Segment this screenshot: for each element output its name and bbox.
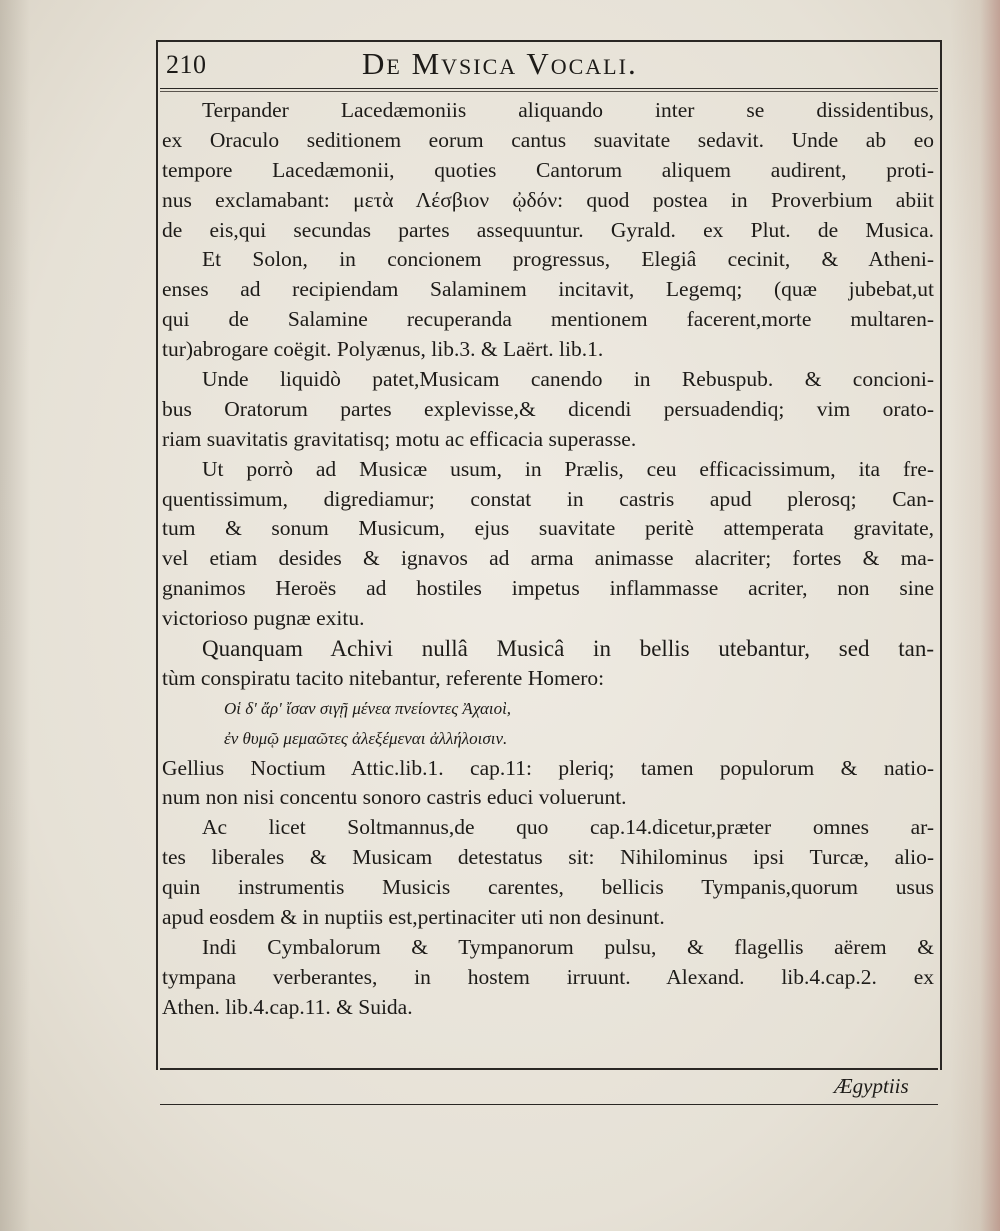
text-line: nus exclamabant: μετὰ Λέσβιον ᾠδόν: quod postea in Proverbium abiit bbox=[162, 187, 934, 212]
text-line: apud eosdem & in nuptiis est,pertinaciter uti non desinunt. bbox=[162, 905, 665, 930]
text-line: tympana verberantes, in hostem irruunt. Alexand. lib.4.cap.2. ex bbox=[162, 964, 934, 989]
header-rule bbox=[160, 88, 938, 89]
frame-left-rule bbox=[156, 40, 158, 1070]
text-line: quentissimum, digrediamur; constat in castris apud plerosq; Can- bbox=[162, 486, 934, 511]
text-line: gnanimos Heroës ad hostiles impetus inflammasse acriter, non sine bbox=[162, 576, 934, 601]
footer-rule-lower bbox=[160, 1104, 938, 1105]
text-line: tempore Lacedæmonii, quoties Cantorum aliquem audirent, proti- bbox=[162, 157, 934, 182]
text-line: bus Oratorum partes explevisse,& dicendi persuadendiq; vim orato- bbox=[162, 396, 934, 421]
text-line: tùm conspiratu tacito nitebantur, referente Homero: bbox=[162, 665, 605, 690]
page-number: 210 bbox=[166, 50, 207, 79]
text-line: enses ad recipiendam Salaminem incitavit, Legemq; (quæ jubebat,ut bbox=[162, 277, 934, 302]
text-line: Et Solon, in concionem progressus, Elegiâ cecinit, & Atheni- bbox=[202, 247, 934, 272]
right-edge-stain bbox=[950, 0, 1000, 1231]
text-line: ex Oraculo seditionem eorum cantus suavitate sedavit. Unde ab eo bbox=[162, 127, 934, 152]
text-line: num non nisi concentu sonoro castris educi voluerunt. bbox=[162, 785, 627, 810]
text-line: Indi Cymbalorum & Tympanorum pulsu, & flagellis aërem & bbox=[202, 934, 934, 959]
text-line: Unde liquidò patet,Musicam canendo in Rebuspub. & concioni- bbox=[202, 367, 934, 392]
body-text bbox=[162, 96, 934, 1023]
text-line: tes liberales & Musicam detestatus sit: Nihilominus ipsi Turcæ, alio- bbox=[162, 845, 934, 870]
text-line: riam suavitatis gravitatisq; motu ac efficacia superasse. bbox=[162, 426, 637, 451]
text-line: Quanquam Achivi nullâ Musicâ in bellis utebantur, sed tan- bbox=[202, 636, 934, 662]
text-line: Athen. lib.4.cap.11. & Suida. bbox=[162, 994, 413, 1019]
text-line: vel etiam desides & ignavos ad arma animasse alacriter; fortes & ma- bbox=[162, 546, 934, 571]
left-shadow bbox=[0, 0, 30, 1231]
greek-verse-line: ἐν θυμῷ μεμαῶτες ἀλεξέμεναι ἀλλήλοισιν. bbox=[224, 728, 508, 748]
text-line: tur)abrogare coëgit. Polyænus, lib.3. & Laërt. lib.1. bbox=[162, 337, 604, 362]
text-line: Gellius Noctium Attic.lib.1. cap.11: pleriq; tamen populorum & natio- bbox=[162, 755, 934, 780]
greek-verse-line: Οἱ δ' ἄρ' ἴσαν σιγῇ μένεα πνείοντες Ἀχαιοὶ, bbox=[224, 698, 512, 718]
text-line: Ac licet Soltmannus,de quo cap.14.dicetur,præter omnes ar- bbox=[202, 815, 934, 840]
text-line: de eis,qui secundas partes assequuntur. Gyrald. ex Plut. de Musica. bbox=[162, 217, 934, 242]
running-title: De Mvsica Vocali. bbox=[362, 46, 638, 81]
text-line: Ut porrò ad Musicæ usum, in Prælis, ceu efficacissimum, ita fre- bbox=[202, 456, 934, 481]
text-line: victorioso pugnæ exitu. bbox=[162, 606, 365, 631]
text-line: tum & sonum Musicum, ejus suavitate peritè attemperata gravitate, bbox=[162, 516, 934, 541]
frame-right-rule bbox=[940, 40, 942, 1070]
catchword: Ægyptiis bbox=[834, 1074, 909, 1098]
text-line: Terpander Lacedæmoniis aliquando inter se dissidentibus, bbox=[202, 98, 934, 122]
text-line: qui de Salamine recuperanda mentionem facerent,morte multaren- bbox=[162, 307, 934, 332]
text-line: quin instrumentis Musicis carentes, bellicis Tympanis,quorum usus bbox=[162, 875, 934, 900]
footer-rule bbox=[160, 1068, 938, 1070]
frame-top-rule bbox=[156, 40, 942, 42]
header-rule-secondary bbox=[160, 91, 938, 92]
